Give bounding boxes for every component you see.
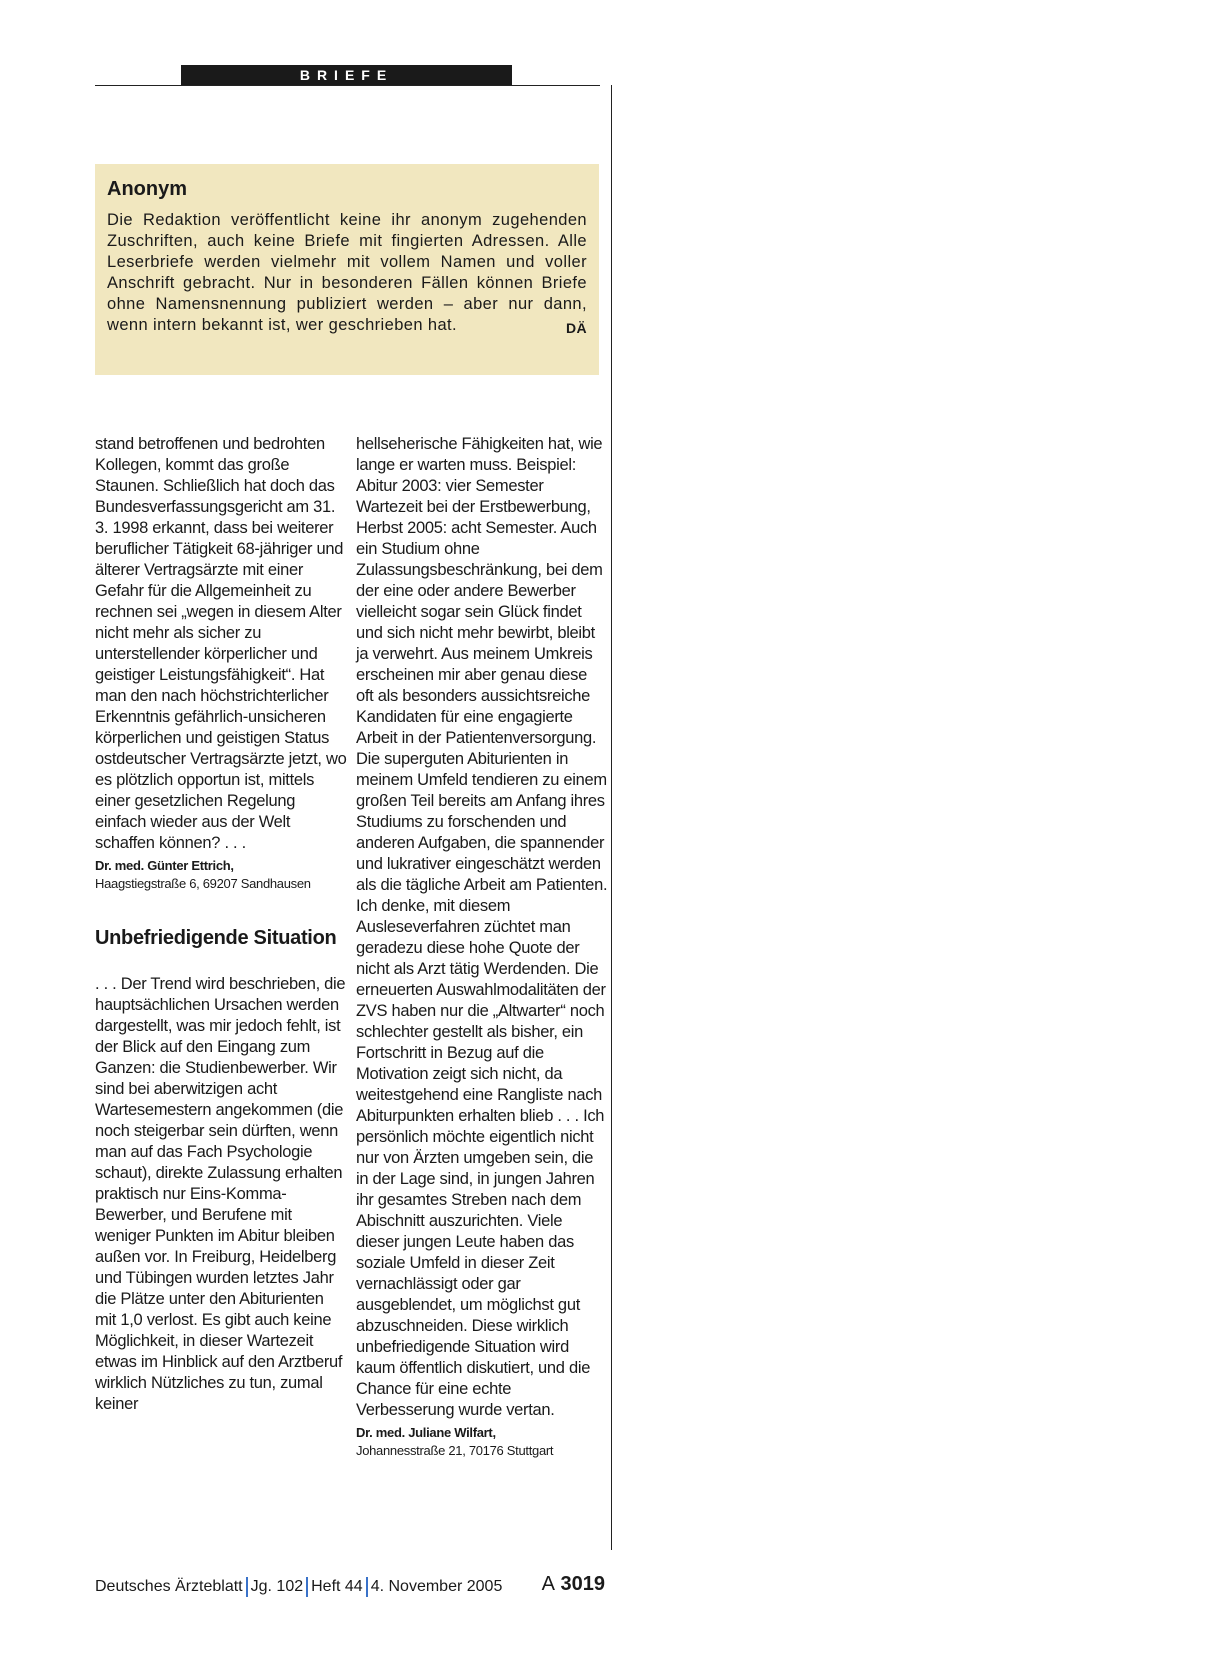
left-column (95, 434, 347, 1415)
notice-body (107, 210, 587, 336)
page-number (542, 1573, 605, 1596)
letter1-author: Dr. med. Günter Ettrich, (95, 858, 234, 873)
footer-separator (246, 1577, 248, 1597)
letter2-text-continued: hellseherische Fähigkeiten hat, wie lange er warten muss. Beispiel: Abitur 2003: vier Semester Wartezeit bei der Erstbewerbung, Herbst 2005: acht Semester. Auch ein Studium ohne Zulassungsbeschränkung, bei dem der eine oder andere Bewerber vielleicht sogar sein Glück findet und sich nicht mehr bewirbt, bleibt ja verwehrt. Aus meinem Umkreis erscheinen mir aber genau diese oft als besonders aussichtsreiche Kandidaten für eine engagierte Arbeit in der Patientenversorgung. Die superguten Abiturienten in meinem Umfeld tendieren zu einem großen Teil bereits am Anfang ihres Studiums zu forschenden und anderen Aufgaben, die spannender und lukrativer eingeschätzt werden als die tägliche Arbeit am Patienten. Ich denke, mit diesem Ausleseverfahren züchtet man geradezu diese hohe Quote der nicht als Arzt tätig Werdenden. Die erneuerten Auswahlmodalitäten der ZVS haben nur die „Altwarter“ noch schlechter gestellt als bisher, ein Fortschritt in Bezug auf die Motivation zeigt sich nicht, da weitestgehend eine Rangliste nach Abiturpunkten erhalten blieb . . . Ich persönlich möchte eigentlich nicht nur von Ärzten umgeben sein, die in der Lage sind, in jungen Jahren ihr gesamtes Streben nach dem Abischnitt auszurichten. Viele dieser jungen Leute haben das soziale Umfeld in dieser Zeit vernachlässigt oder gar ausgeblendet, um möglichst gut abzuschneiden. Diese wirklich unbefriedigende Situation wird kaum öffentlich diskutiert, und die Chance für eine echte Verbesserung wurde vertan. (356, 435, 608, 1419)
journal-volume: Jg. 102 (250, 1578, 304, 1595)
anonym-notice-box (95, 164, 599, 375)
letter2-headline: Unbefriedigende Situation (95, 927, 337, 949)
notice-text: Die Redaktion veröffentlicht keine ihr anonym zugehenden Zuschriften, auch keine Briefe mit fingierten Adressen. Alle Leserbriefe werden vielmehr mit vollem Namen und voller Anschrift gebracht. Nur in besonderen Fällen können Briefe ohne Namensnennung publiziert werden – aber nur dann, wenn intern bekannt ist, wer geschrieben hat. (107, 211, 587, 334)
letter2-text: . . . Der Trend wird beschrieben, die hauptsächlichen Ursachen werden dargestellt, was mir jedoch fehlt, ist der Blick auf den Eingang zum Ganzen: die Studienbewerber. Wir sind bei aberwitzigen acht Wartesemestern angekommen (die noch steigerbar sein dürften, wenn man auf das Fach Psychologie schaut), direkte Zulassung erhalten praktisch nur Eins-Komma-Bewerber, und Berufene mit weniger Punkten im Abitur bleiben außen vor. In Freiburg, Heidelberg und Tübingen wurden letztes Jahr die Plätze unter den Abiturienten mit 1,0 verlost. Es gibt auch keine Möglichkeit, in dieser Wartezeit etwas im Hinblick auf den Arztberuf wirklich Nützliches zu tun, zumal keiner (95, 975, 346, 1413)
page-footer (95, 1573, 605, 1597)
notice-signature: DÄ (565, 320, 587, 336)
journal-issue: Heft 44 (311, 1578, 363, 1595)
footer-separator (306, 1577, 308, 1597)
notice-title: Anonym (107, 178, 187, 200)
header-rule (95, 85, 600, 86)
page-number-value: 3019 (560, 1573, 605, 1595)
letter1-address: Haagstiegstraße 6, 69207 Sandhausen (95, 876, 311, 891)
footer-separator (366, 1577, 368, 1597)
page-prefix: A (541, 1573, 555, 1596)
letter1-text: stand betroffenen und bedrohten Kollegen, kommt das große Staunen. Schließlich hat doch das Bundesverfassungsgericht am 31. 3. 1998 erkannt, dass bei weiterer beruflicher Tätigkeit 68-jähriger und älterer Vertragsärzte mit einer Gefahr für die Allgemeinheit zu rechnen sei „wegen in diesem Alter nicht mehr als sicher zu unterstellender körperlicher und geistiger Leistungsfähigkeit“. Hat man den nach höchstrichterlicher Erkenntnis gefährlich-unsicheren körperlichen und geistigen Status ostdeutscher Vertragsärzte jetzt, wo es plötzlich opportun ist, mittels einer gesetzlichen Regelung einfach wieder aus der Welt schaffen können? . . . (95, 435, 347, 852)
right-column (356, 434, 608, 1460)
letter2-address: Johannesstraße 21, 70176 Stuttgart (356, 1443, 554, 1458)
section-label: BRIEFE (181, 65, 512, 85)
column-rule (611, 85, 612, 1550)
journal-name: Deutsches Ärzteblatt (95, 1578, 243, 1595)
journal-date: 4. November 2005 (370, 1578, 503, 1595)
letter2-author: Dr. med. Juliane Wilfart, (356, 1425, 496, 1440)
